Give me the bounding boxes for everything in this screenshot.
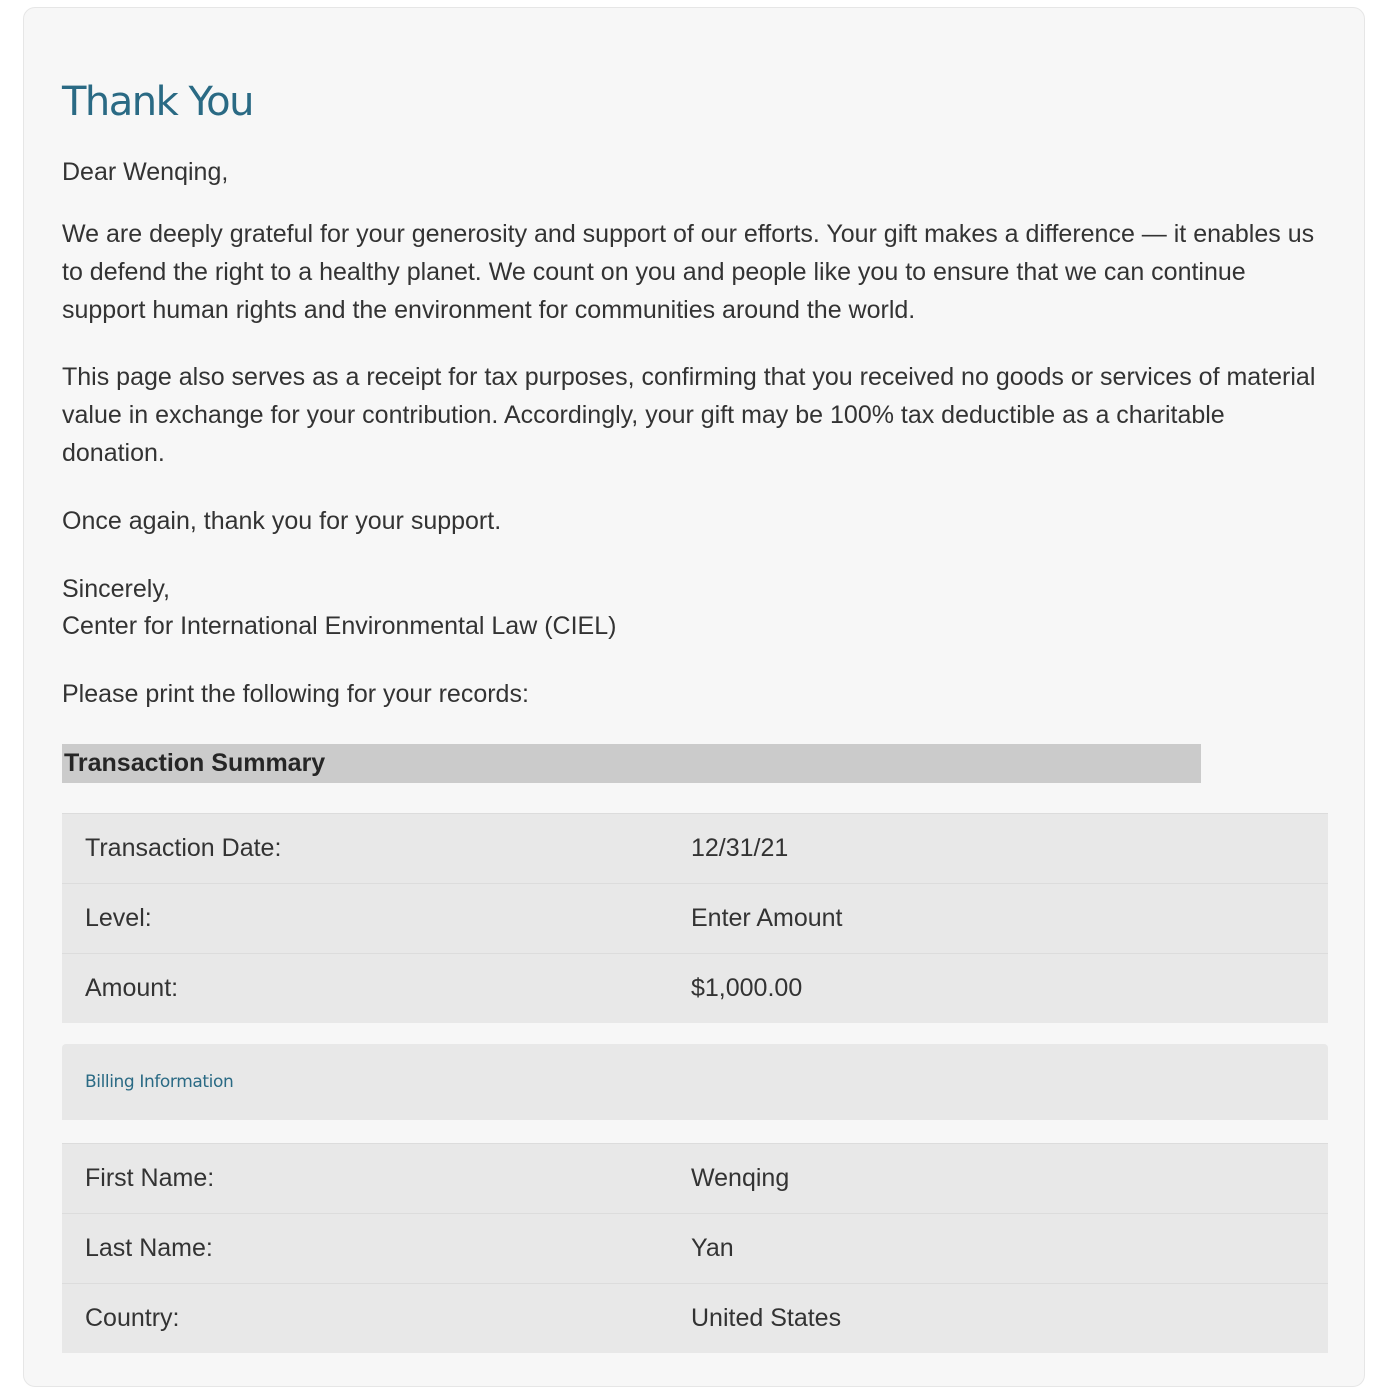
- transaction-date-label: Transaction Date:: [62, 814, 691, 884]
- transaction-summary-header: Transaction Summary: [62, 744, 1201, 783]
- billing-information-table: [62, 1143, 1328, 1353]
- closing-paragraph: Once again, thank you for your support.: [62, 507, 502, 535]
- table-row: [62, 814, 1328, 884]
- first-name-value: Wenqing: [691, 1144, 1328, 1214]
- level-label: Level:: [62, 884, 691, 954]
- level-value: Enter Amount: [691, 884, 1328, 954]
- amount-label: Amount:: [62, 954, 691, 1024]
- transaction-date-value: 12/31/21: [691, 814, 1328, 884]
- print-note: Please print the following for your records:: [62, 680, 529, 708]
- greeting: Dear Wenqing,: [62, 158, 229, 186]
- gratitude-paragraph: We are deeply grateful for your generosity and support of our efforts. Your gift makes a difference — it enables us to defend the right to a healthy planet. We count on you and people like you to ensure that we can continue support human rights and the environment for communities around the world.: [62, 220, 1315, 324]
- last-name-value: Yan: [691, 1214, 1328, 1284]
- billing-information-link[interactable]: Billing Information: [85, 1072, 234, 1092]
- last-name-label: Last Name:: [62, 1214, 691, 1284]
- thank-you-card: [23, 7, 1365, 1387]
- signoff: Sincerely,: [62, 575, 170, 603]
- table-row: [62, 1284, 1328, 1354]
- page-title: Thank You: [62, 79, 253, 125]
- billing-information-bar: [62, 1044, 1328, 1120]
- table-row: [62, 884, 1328, 954]
- organization-name: Center for International Environmental Law (CIEL): [62, 612, 617, 640]
- table-row: [62, 954, 1328, 1024]
- first-name-label: First Name:: [62, 1144, 691, 1214]
- country-label: Country:: [62, 1284, 691, 1354]
- tax-receipt-paragraph: This page also serves as a receipt for tax purposes, confirming that you received no goods or services of material value in exchange for your contribution. Accordingly, your gift may be 100% tax deductible as a charitable donation.: [62, 363, 1316, 467]
- country-value: United States: [691, 1284, 1328, 1354]
- transaction-summary-table: [62, 813, 1328, 1023]
- table-row: [62, 1214, 1328, 1284]
- table-row: [62, 1144, 1328, 1214]
- amount-value: $1,000.00: [691, 954, 1328, 1024]
